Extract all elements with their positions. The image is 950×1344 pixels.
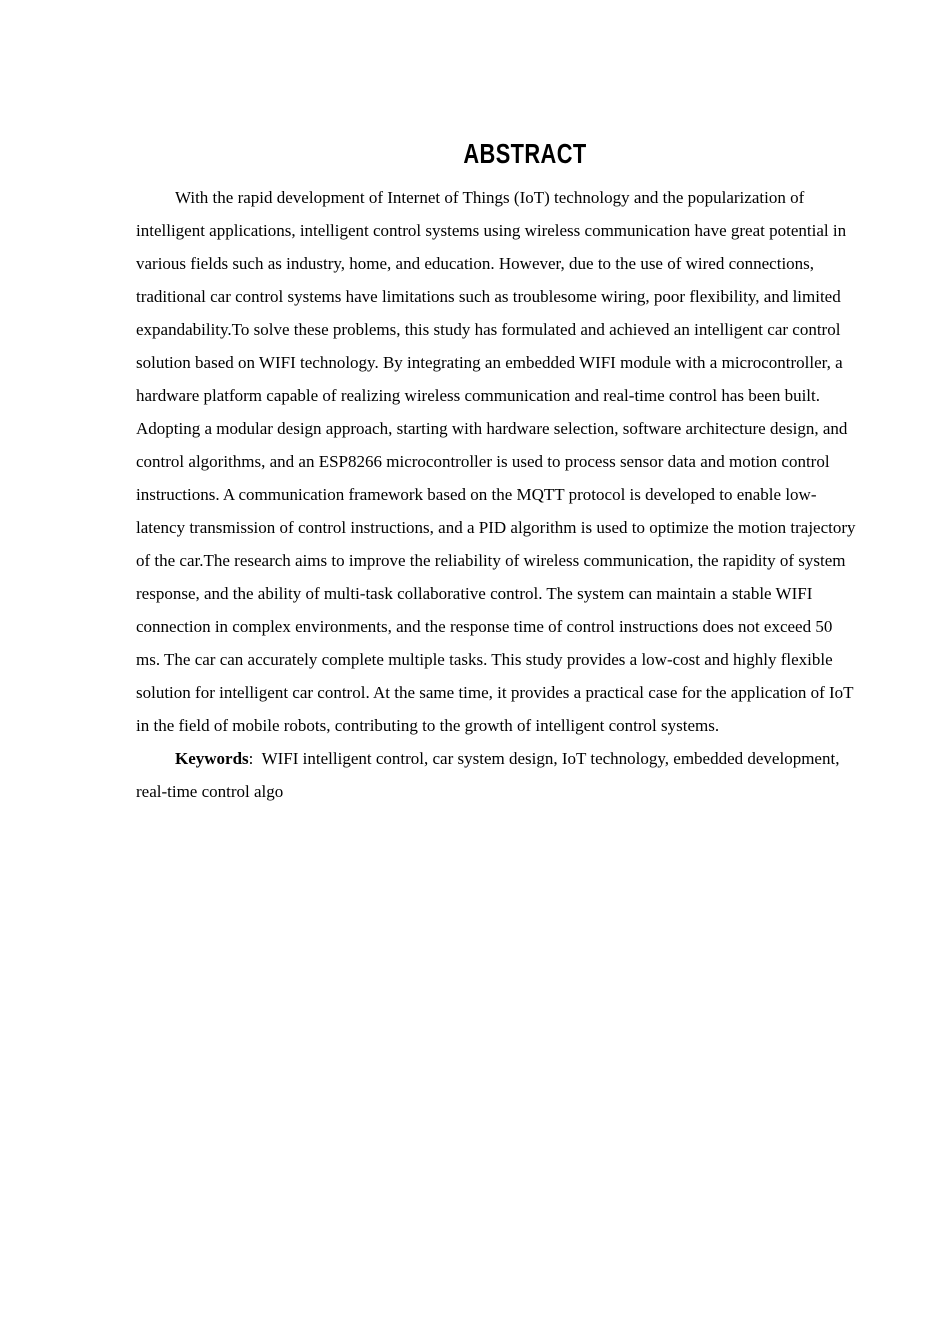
abstract-heading: [136, 137, 856, 170]
keywords-label: Keywords: [175, 749, 249, 768]
keywords-text: WIFI intelligent control, car system design, IoT technology, embedded development, real-time control algo: [136, 749, 840, 801]
abstract-heading-text: ABSTRACT: [463, 138, 587, 169]
keywords-separator: :: [248, 749, 262, 768]
abstract-paragraph: With the rapid development of Internet of Things (IoT) technology and the popularization of intelligent applications, intelligent control systems using wireless communication have great potential in various fields such as industry, home, and education. However, due to the use of wired connections, traditional car control systems have limitations such as troublesome wiring, poor flexibility, and limited expandability.To solve these problems, this study has formulated and achieved an intelligent car control solution based on WIFI technology. By integrating an embedded WIFI module with a microcontroller, a hardware platform capable of realizing wireless communication and real-time control has been built. Adopting a modular design approach, starting with hardware selection, software architecture design, and control algorithms, and an ESP8266 microcontroller is used to process sensor data and motion control instructions. A communication framework based on the MQTT protocol is developed to enable low-latency transmission of control instructions, and a PID algorithm is used to optimize the motion trajectory of the car.The research aims to improve the reliability of wireless communication, the rapidity of system response, and the ability of multi-task collaborative control. The system can maintain a stable WIFI connection in complex environments, and the response time of control instructions does not exceed 50 ms. The car can accurately complete multiple tasks. This study provides a low-cost and highly flexible solution for intelligent car control. At the same time, it provides a practical case for the application of IoT in the field of mobile robots, contributing to the growth of intelligent control systems.: [136, 188, 856, 735]
keywords-paragraph: [136, 742, 856, 808]
